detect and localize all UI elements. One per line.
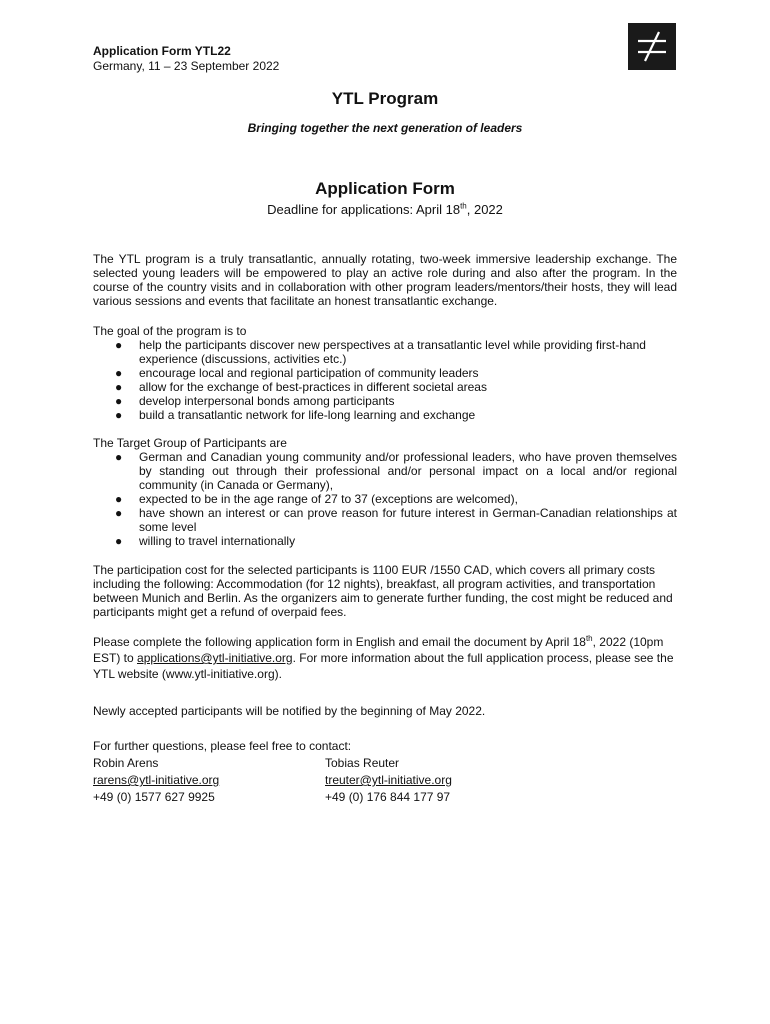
target-section — [93, 436, 677, 548]
contact-columns — [93, 755, 677, 806]
contact-person — [325, 755, 575, 806]
intro-paragraph: The YTL program is a truly transatlantic, annually rotating, two-week immersive leadership exchange. The selected young leaders will be empowered to play an active role during and also after the program. In the course of the country visits and in collaboration with other program leaders/mentors/their hosts, they will lead various sessions and events that facilitate an honest transatlantic exchange. — [93, 252, 677, 308]
program-title: YTL Program — [331, 89, 439, 108]
notification-paragraph: Newly accepted participants will be notified by the beginning of May 2022. — [93, 704, 486, 718]
deadline: Deadline for applications: April 18th, 2022 — [267, 201, 503, 217]
program-tagline: Bringing together the next generation of leaders — [247, 121, 523, 135]
list-item: ● German and Canadian young community and/or professional leaders, who have proven themselves by standing out through their professional and/or personal impact on a local and/or regional community (in Canada or Germany), — [115, 450, 677, 492]
goals-heading: The goal of the program is to — [93, 324, 247, 338]
contact-phone: +49 (0) 176 844 177 97 — [325, 790, 451, 804]
list-item: ● encourage local and regional participation of community leaders — [115, 366, 479, 380]
cost-paragraph: The participation cost for the selected participants is 1100 EUR /1550 CAD, which covers all primary costs including the following: Accommodation (for 12 nights), breakfast, all program activities, and transportation between Munich and Berlin. As the organizers aim to generate further funding, the cost might be reduced and participants might get a refund of overpaid fees. — [93, 563, 673, 619]
contact-phone: +49 (0) 1577 627 9925 — [93, 790, 215, 804]
contact-name: Robin Arens — [93, 756, 159, 770]
list-item: ● expected to be in the age range of 27 to 37 (exceptions are welcomed), — [115, 492, 518, 506]
submission-paragraph: Please complete the following application form in English and email the document by April 18th, 2022 (10pm EST) to applications@ytl-initiative.org. For more information about the full application process, please see the YTL website (www.ytl-initiative.org). — [93, 634, 674, 681]
goals-section — [93, 324, 677, 422]
contact-email-link[interactable]: rarens@ytl-initiative.org — [93, 773, 220, 787]
location-dates: Germany, 11 – 23 September 2022 — [93, 59, 280, 73]
bullet-icon: ● — [115, 450, 123, 464]
bullet-icon: ● — [115, 366, 123, 380]
form-title: Application Form — [315, 179, 455, 198]
bullet-icon: ● — [115, 380, 123, 394]
bullet-icon: ● — [115, 394, 123, 408]
list-item: ● help the participants discover new perspectives at a transatlantic level while providing first-hand experience (discussions, activities etc.) — [115, 338, 646, 366]
bullet-icon: ● — [115, 338, 123, 352]
ytl-logo-icon — [628, 23, 676, 70]
target-list — [93, 450, 677, 548]
bullet-icon: ● — [115, 506, 123, 520]
bullet-icon: ● — [115, 534, 123, 548]
target-heading: The Target Group of Participants are — [93, 436, 287, 450]
form-code: Application Form YTL22 — [93, 44, 231, 58]
list-item: ● have shown an interest or can prove reason for future interest in German-Canadian relationships at some level — [115, 506, 677, 534]
bullet-icon: ● — [115, 492, 123, 506]
contact-section — [93, 738, 677, 806]
contact-intro: For further questions, please feel free to contact: — [93, 739, 352, 753]
bullet-icon: ● — [115, 408, 123, 422]
applications-email-link[interactable]: applications@ytl-initiative.org — [137, 651, 293, 665]
contact-name: Tobias Reuter — [325, 756, 400, 770]
list-item: ● willing to travel internationally — [115, 534, 296, 548]
list-item: ● build a transatlantic network for life-long learning and exchange — [115, 408, 476, 422]
contact-email-link[interactable]: treuter@ytl-initiative.org — [325, 773, 452, 787]
goals-list — [93, 338, 677, 422]
list-item: ● develop interpersonal bonds among participants — [115, 394, 395, 408]
contact-person — [93, 755, 323, 806]
list-item: ● allow for the exchange of best-practices in different societal areas — [115, 380, 487, 394]
